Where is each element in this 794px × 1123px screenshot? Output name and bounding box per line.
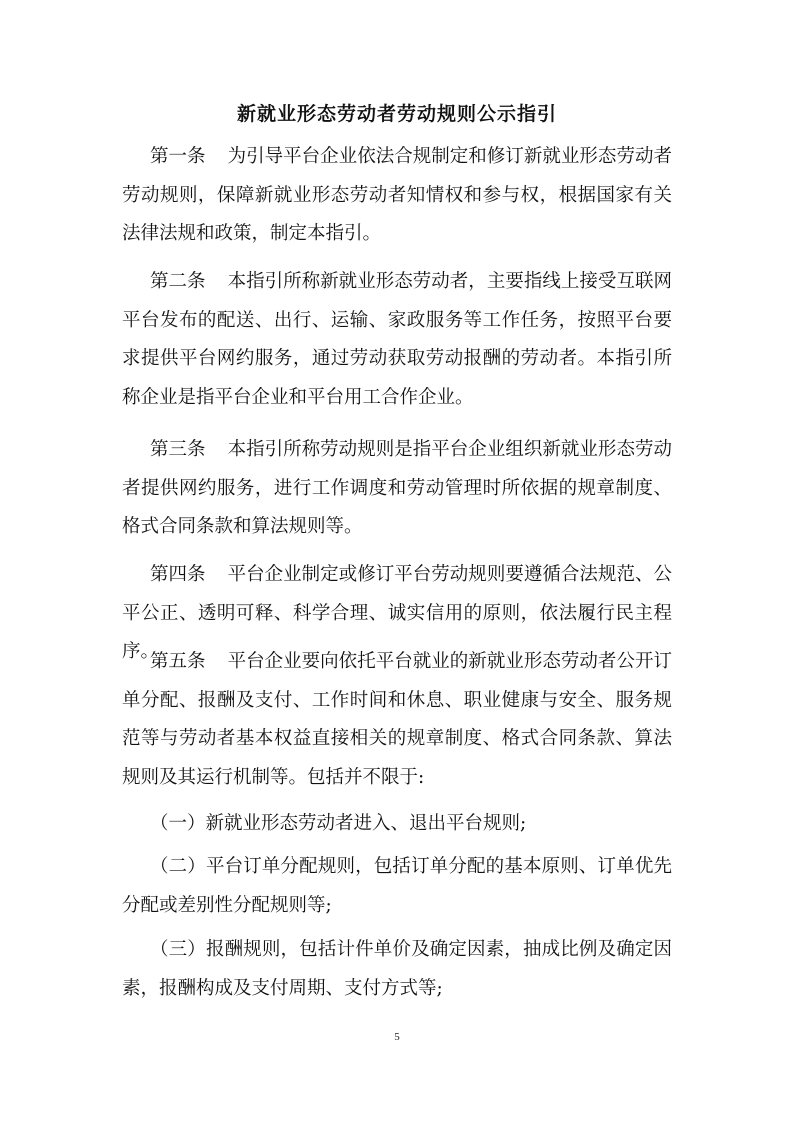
list-item-1	[122, 805, 672, 844]
article-5-text: 平台企业要向依托平台就业的新就业形态劳动者公开订单分配、报酬及支付、工作时间和休息、职业健康与安全、服务规范等与劳动者基本权益直接相关的规章制度、格式合同条款、算法规则及其运行机制等。包括并不限于:	[122, 651, 672, 788]
list-item-2	[122, 848, 672, 925]
article-2-text: 本指引所称新就业形态劳动者，主要指线上接受互联网平台发布的配送、出行、运输、家政服务等工作任务，按照平台要求提供平台网约服务，通过劳动获取劳动报酬的劳动者。本指引所称企业是指平台企业和平台用工合作企业。	[122, 271, 672, 408]
list-item-2-text: （二）平台订单分配规则，包括订单分配的基本原则、订单优先分配或差别性分配规则等;	[122, 856, 672, 916]
article-3-number: 第三条	[150, 439, 206, 460]
article-3-text: 本指引所称劳动规则是指平台企业组织新就业形态劳动者提供网约服务，进行工作调度和劳动管理时所依据的规章制度、格式合同条款和算法规则等。	[122, 439, 672, 537]
page-number: 5	[394, 1031, 400, 1043]
article-4-text: 平台企业制定或修订平台劳动规则要遵循合法规范、公平公正、透明可释、科学合理、诚实信用的原则，依法履行民主程序。	[122, 564, 672, 662]
article-1-number: 第一条	[150, 146, 206, 167]
article-1-text: 为引导平台企业依法合规制定和修订新就业形态劳动者劳动规则，保障新就业形态劳动者知情权和参与权，根据国家有关法律法规和政策，制定本指引。	[122, 146, 672, 244]
list-item-1-text: （一）新就业形态劳动者进入、退出平台规则;	[150, 813, 527, 834]
article-5-number: 第五条	[150, 651, 206, 672]
list-item-3-text: （三）报酬规则，包括计件单价及确定因素，抽成比例及确定因素，报酬构成及支付周期、支付方式等;	[122, 939, 672, 999]
article-4-number: 第四条	[150, 564, 206, 585]
document-title: 新就业形态劳动者劳动规则公示指引	[236, 103, 557, 125]
article-3-paragraph	[122, 431, 672, 547]
article-5-paragraph	[122, 643, 672, 797]
article-1-paragraph	[122, 138, 672, 254]
article-2-number: 第二条	[150, 271, 206, 292]
list-item-3	[122, 931, 672, 1008]
article-2-paragraph	[122, 263, 672, 417]
